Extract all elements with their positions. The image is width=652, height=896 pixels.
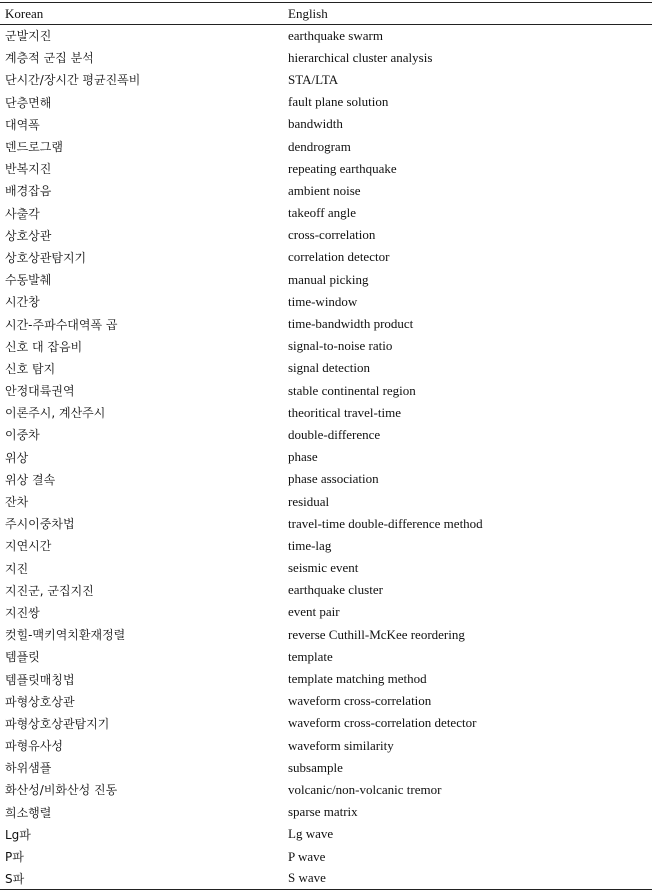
korean-term-cell: 계층적 군집 분석 [5,51,94,66]
english-term-cell: takeoff angle [288,205,356,221]
table-row [0,335,652,357]
korean-term-cell: 반복지진 [5,162,52,177]
table-row [0,535,652,557]
korean-term-cell: Lg파 [5,827,31,842]
korean-term-cell: 주시이중차법 [5,517,75,532]
table-row [0,25,652,47]
english-term-cell: correlation detector [288,249,390,265]
korean-term-cell: 신호 탐지 [5,361,56,376]
english-term-cell: waveform similarity [288,737,394,753]
english-term-cell: manual picking [288,271,369,287]
english-term-cell: bandwidth [288,116,343,132]
column-header-korean: Korean [0,3,283,25]
korean-term-cell: 안정대륙권역 [5,384,75,399]
korean-term-cell: 상호상관 [5,228,52,243]
english-term-cell: signal detection [288,360,370,376]
korean-term-cell: 군발지진 [5,29,52,44]
english-term-cell: ambient noise [288,182,361,198]
table-row [0,513,652,535]
korean-term-cell: S파 [0,868,283,890]
table-row [0,47,652,69]
english-term-cell: stable continental region [288,382,416,398]
korean-term-cell: 상호상관탐지기 [5,250,87,265]
english-term-cell: time-window [288,293,358,309]
table-row [0,690,652,712]
glossary-table [0,2,652,890]
table-row [0,801,652,823]
table-row [0,823,652,845]
english-term-cell: template matching method [288,671,427,687]
table-row [0,712,652,734]
english-term-cell: phase [288,449,318,465]
korean-term-cell: 신호 대 잡음비 [5,339,83,354]
korean-term-cell: 수동발췌 [5,273,52,288]
table-row [0,158,652,180]
english-term-cell: STA/LTA [288,71,339,87]
table-row [0,624,652,646]
column-header-english: English [283,3,652,25]
table-row [0,313,652,335]
korean-term-cell: 대역폭 [5,117,40,132]
table-row [0,357,652,379]
english-term-cell: time-bandwidth product [288,316,414,332]
english-term-cell: seismic event [288,560,359,576]
table-row [0,557,652,579]
table-row [0,868,652,890]
english-term-cell: Lg wave [288,826,334,842]
korean-term-cell: 지연시간 [5,539,52,554]
table-body [0,25,652,890]
table-row [0,490,652,512]
korean-term-cell: 파형유사성 [5,739,63,754]
table-header [0,3,652,25]
table-row [0,845,652,867]
table-row [0,468,652,490]
korean-term-cell: 덴드로그램 [5,140,63,155]
table-row [0,224,652,246]
table-row [0,91,652,113]
english-term-cell: fault plane solution [288,94,389,110]
english-term-cell: phase association [288,471,379,487]
table-row [0,779,652,801]
korean-term-cell: 지진군, 군집지진 [5,583,94,598]
english-term-cell: P wave [288,848,326,864]
korean-term-cell: 이중차 [5,428,40,443]
table-row [0,269,652,291]
english-term-cell: dendrogram [288,138,351,154]
english-term-cell: double-difference [288,426,381,442]
korean-term-cell: 시간-주파수대역폭 곱 [5,317,118,332]
english-term-cell: theoritical travel-time [288,404,401,420]
header-row [0,3,652,25]
korean-term-cell: 컷힐-맥키역치환재정렬 [5,628,126,643]
table-row [0,291,652,313]
korean-term-cell: 배경잡음 [5,184,52,199]
english-term-cell: volcanic/non-volcanic tremor [288,781,442,797]
english-term-cell: cross-correlation [288,227,376,243]
table-row [0,646,652,668]
english-term-cell: sparse matrix [288,804,358,820]
english-term-cell: template [288,648,333,664]
korean-term-cell: 희소행렬 [5,805,52,820]
korean-term-cell: 지진쌍 [5,605,40,620]
english-term-cell: time-lag [288,537,332,553]
table-row [0,180,652,202]
english-term-cell: travel-time double-difference method [288,515,483,531]
korean-term-cell: 템플릿 [5,650,40,665]
table-row [0,69,652,91]
english-term-cell: hierarchical cluster analysis [288,49,433,65]
english-term-cell: subsample [288,759,343,775]
table-row [0,135,652,157]
table-row [0,446,652,468]
table-row [0,424,652,446]
table-row [0,601,652,623]
table-row [0,757,652,779]
korean-term-cell: 위상 결속 [5,472,56,487]
english-term-cell: earthquake swarm [288,27,383,43]
korean-term-cell: 사출각 [5,206,40,221]
english-term-cell: residual [288,493,330,509]
table-row [0,579,652,601]
table-row [0,668,652,690]
english-term-cell: waveform cross-correlation [288,693,432,709]
korean-term-cell: 잔차 [5,495,29,510]
korean-term-cell: 하위샘플 [5,761,52,776]
korean-term-cell: 지진 [5,561,29,576]
korean-term-cell: 이론주시, 계산주시 [5,406,106,421]
korean-term-cell: 화산성/비화산성 진동 [5,783,118,798]
table-row [0,246,652,268]
korean-term-cell: 위상 [5,450,29,465]
korean-term-cell: 파형상호상관탐지기 [5,716,110,731]
korean-term-cell: 템플릿매칭법 [5,672,75,687]
english-term-cell: repeating earthquake [288,160,397,176]
table-row [0,380,652,402]
table-row [0,202,652,224]
korean-term-cell: 단층면해 [5,95,52,110]
english-term-cell: earthquake cluster [288,582,383,598]
table-row [0,113,652,135]
korean-term-cell: P파 [5,850,24,865]
english-term-cell: S wave [283,868,652,890]
korean-term-cell: 단시간/장시간 평균진폭비 [5,73,141,88]
english-term-cell: reverse Cuthill-McKee reordering [288,626,465,642]
korean-term-cell: 시간창 [5,295,40,310]
english-term-cell: waveform cross-correlation detector [288,715,477,731]
english-term-cell: signal-to-noise ratio [288,338,393,354]
table-row [0,402,652,424]
table-row [0,735,652,757]
korean-term-cell: 파형상호상관 [5,694,75,709]
english-term-cell: event pair [288,604,340,620]
